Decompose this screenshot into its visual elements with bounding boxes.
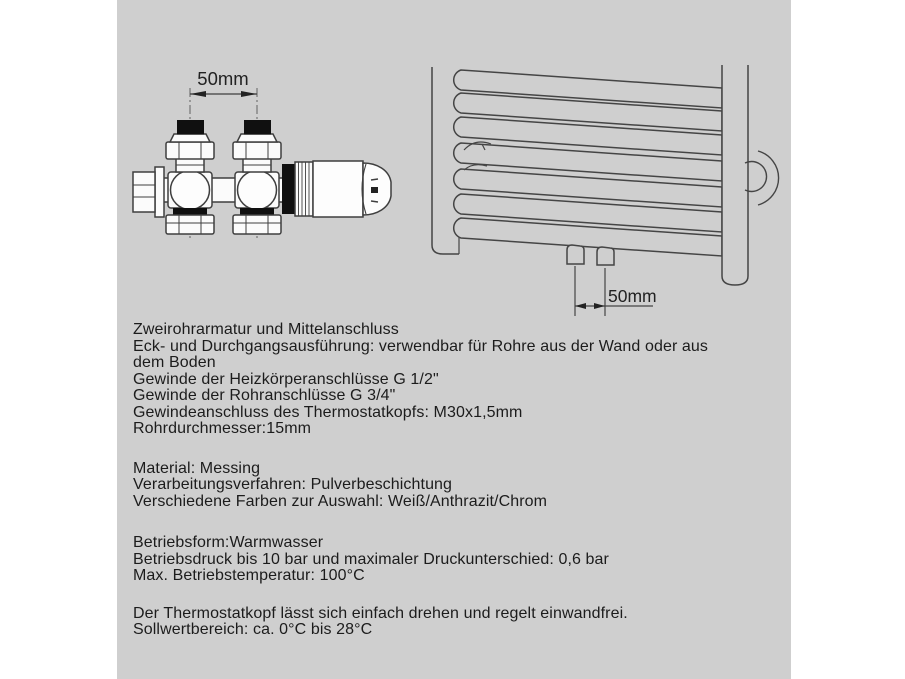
spec-block-operation bbox=[133, 535, 783, 585]
valve-assembly-diagram bbox=[125, 60, 405, 252]
spec-line: Sollwertbereich: ca. 0°C bis 28°C bbox=[133, 621, 373, 638]
spec-block-material bbox=[133, 461, 783, 511]
spec-text bbox=[133, 322, 783, 639]
thermostat-head bbox=[282, 161, 391, 217]
spec-line: Gewinde der Rohranschlüsse G 3/4" bbox=[133, 387, 396, 404]
connection-stubs bbox=[567, 245, 614, 265]
wall-bracket-icon bbox=[745, 151, 779, 205]
radiator-tubes bbox=[454, 70, 722, 256]
spec-line: Der Thermostatkopf lässt sich einfach drehen und regelt einwandfrei. bbox=[133, 604, 628, 622]
spec-line: dem Boden bbox=[133, 354, 216, 371]
radiator-diagram bbox=[425, 58, 795, 320]
spec-line: Gewinde der Heizkörperanschlüsse G 1/2" bbox=[133, 370, 439, 388]
valve-right bbox=[233, 120, 281, 234]
side-connection-fitting bbox=[133, 167, 164, 217]
radiator-right-rail bbox=[722, 65, 748, 285]
valve-dimension-label: 50mm bbox=[197, 68, 249, 89]
valve-dimension bbox=[190, 91, 257, 97]
spec-block-connections bbox=[133, 322, 783, 438]
spec-line: Verarbeitungsverfahren: Pulverbeschichtung bbox=[133, 476, 453, 493]
spec-line: Verschiedene Farben zur Auswahl: Weiß/Anthrazit/Chrom bbox=[133, 492, 548, 510]
spec-line: Betriebsdruck bis 10 bar und maximaler Druckunterschied: 0,6 bar bbox=[133, 550, 609, 568]
spec-line: Rohrdurchmesser:15mm bbox=[133, 420, 312, 437]
radiator-dimension-label: 50mm bbox=[608, 286, 657, 306]
spec-line: Material: Messing bbox=[133, 459, 261, 477]
spec-line: Gewindeanschluss des Thermostatkopfs: M30x1,5mm bbox=[133, 403, 523, 421]
spec-block-thermostat bbox=[133, 606, 783, 639]
spec-line: Max. Betriebstemperatur: 100°C bbox=[133, 567, 365, 584]
spec-line: Eck- und Durchgangsausführung: verwendbar für Rohre aus der Wand oder aus bbox=[133, 337, 709, 355]
spec-line: Zweirohrarmatur und Mittelanschluss bbox=[133, 321, 399, 338]
spec-line: Betriebsform:Warmwasser bbox=[133, 534, 324, 551]
valve-left bbox=[166, 120, 214, 234]
